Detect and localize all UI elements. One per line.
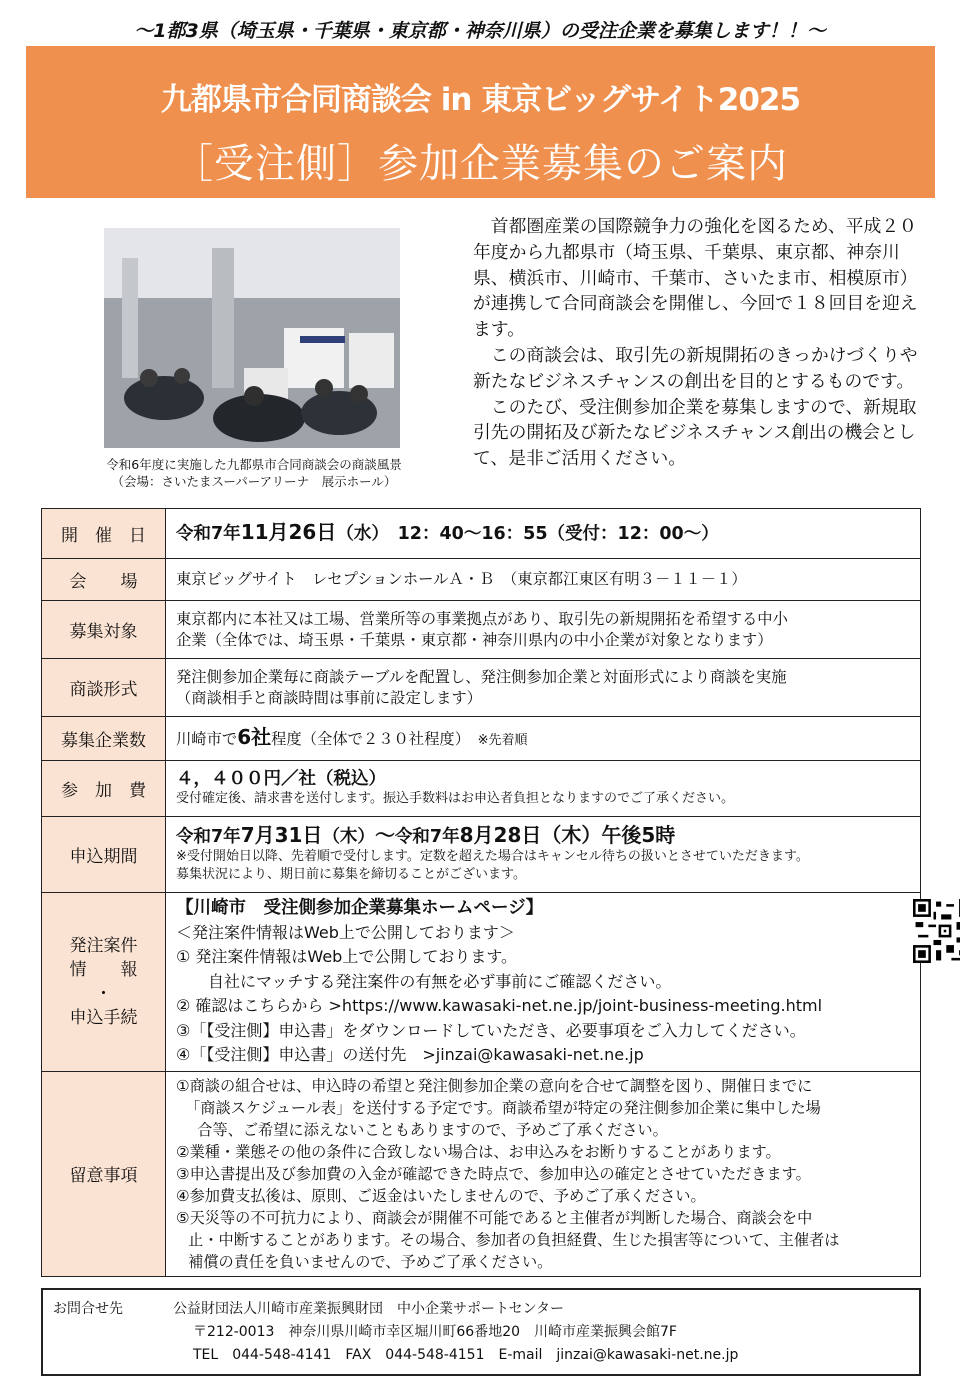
row-apply xyxy=(42,893,921,1072)
count-post: 程度（全体で２３０社程度） xyxy=(271,730,463,748)
intro-text xyxy=(473,214,918,472)
row-fee xyxy=(42,761,921,817)
venue-label: 会 場 xyxy=(42,559,166,601)
row-date xyxy=(42,509,921,559)
apply-label-line: ・ xyxy=(95,983,112,1004)
apply-value xyxy=(166,893,921,1072)
photo-caption-1: 令和6年度に実施した九都県市合同商談会の商談風景 xyxy=(106,457,402,472)
count-pre: 川崎市で xyxy=(176,730,238,748)
period-value xyxy=(166,817,921,893)
fee-label: 参 加 費 xyxy=(42,761,166,817)
row-venue xyxy=(42,559,921,601)
target-line: 企業（全体では、埼玉県・千葉県・東京都・神奈川県内の中小企業が対象となります） xyxy=(176,630,773,649)
format-line: （商談相手と商談時間は事前に設定します） xyxy=(176,688,482,707)
apply-step: ③「【受注側】申込書」をダウンロードしていただき、必要事項をご入力してください。 xyxy=(176,1020,806,1040)
target-line: 東京都内に本社又は工場、営業所等の事業拠点があり、取引先の新規開拓を希望する中小 xyxy=(176,609,788,628)
contact-phone-email: TEL 044-548-4141 FAX 044-548-4151 E-mail jinzai@kawasaki-net.ne.jp xyxy=(193,1347,739,1363)
period-note: 募集状況により、期日前に募集を締切ることがございます。 xyxy=(176,867,526,882)
fee-note: 受付確定後、請求書を送付します。振込手数料はお申込者負担となりますのでご了承ください。 xyxy=(176,791,734,806)
date-time: （水） 12：40～16：55（受付：12：00～） xyxy=(336,524,719,544)
note-item: 「商談スケジュール表」を送付する予定です。商談希望が特定の発注側参加企業に集中した場 xyxy=(185,1098,821,1117)
format-value xyxy=(166,659,921,717)
note-item: 止・中断することがあります。その場合、参加者の負担経費、生じた損害等について、主催者は xyxy=(188,1230,840,1249)
row-notes xyxy=(42,1071,921,1276)
note-item: 補償の責任を負いませんので、予めご了承ください。 xyxy=(188,1252,553,1271)
info-table xyxy=(41,508,921,1277)
venue-value: 東京ビッグサイト レセプションホールＡ・Ｂ （東京都江東区有明３－１１－１） xyxy=(166,559,921,601)
meeting-hall-illustration xyxy=(104,228,400,448)
count-number: 6社 xyxy=(237,725,272,749)
note-item: ②業種・業態その他の条件に合致しない場合は、お申込みをお断りすることがあります。 xyxy=(176,1142,781,1161)
count-label: 募集企業数 xyxy=(42,717,166,761)
intro-paragraph: この商談会は、取引先の新規開拓のきっかけづくりや新たなビジネスチャンスの創出を目的とするものです。 xyxy=(473,344,918,392)
contact-box xyxy=(41,1288,921,1376)
apply-email[interactable]: ④「【受注側】申込書」の送付先 >jinzai@kawasaki-net.ne.jp xyxy=(176,1045,644,1064)
top-tagline: ～1都3県（埼玉県・千葉県・東京都・神奈川県）の受注企業を募集します！！～ xyxy=(134,20,826,42)
notes-label: 留意事項 xyxy=(42,1071,166,1276)
event-photo xyxy=(104,228,400,448)
note-item: ⑤天災等の不可抗力により、商談会が開催不可能であると主催者が判断した場合、商談会を中 xyxy=(176,1208,813,1227)
intro-paragraph: 首都圏産業の国際競争力の強化を図るため、平成２０年度から九都県市（埼玉県、千葉県、東京都、神奈川県、横浜市、川崎市、千葉市、さいたま市、相模原市）が連携して合同商談会を開催し、今回で１８回目を迎えます。 xyxy=(473,216,918,341)
format-line: 発注側参加企業毎に商談テーブルを配置し、発注側参加企業と対面形式により商談を実施 xyxy=(176,667,787,686)
row-period xyxy=(42,817,921,893)
date-day: 11月26日 xyxy=(240,520,337,544)
period-start-day: （木） xyxy=(322,827,375,847)
date-label: 開 催 日 xyxy=(42,509,166,559)
note-item: ④参加費支払後は、原則、ご返金はいたしませんので、予めご了承ください。 xyxy=(176,1186,706,1205)
row-count xyxy=(42,717,921,761)
target-value xyxy=(166,601,921,659)
format-label: 商談形式 xyxy=(42,659,166,717)
apply-step: ① 発注案件情報はWeb上で公開しております。 xyxy=(176,947,518,966)
fee-value xyxy=(166,761,921,817)
period-start-date: 7月31日 xyxy=(240,823,323,847)
apply-heading: 【川崎市 受注側参加企業募集ホームページ】 xyxy=(176,898,544,918)
period-end-date: 8月28日 xyxy=(459,823,542,847)
photo-caption-2: （会場：さいたまスーパーアリーナ 展示ホール） xyxy=(111,474,397,489)
fee-amount: ４，４００円／社（税込） xyxy=(176,769,386,789)
period-start-era: 令和7年 xyxy=(176,827,241,847)
apply-label-line: 申込手続 xyxy=(69,1007,138,1028)
period-end-era: 令和7年 xyxy=(394,827,460,847)
contact-label: お問合せ先 xyxy=(53,1301,123,1317)
count-note: ※先着順 xyxy=(477,733,528,748)
note-item: ①商談の組合せは、申込時の希望と発注側参加企業の意向を合せて調整を図り、開催日までに xyxy=(176,1076,813,1095)
row-format xyxy=(42,659,921,717)
qr-code-icon[interactable] xyxy=(913,899,960,963)
target-label: 募集対象 xyxy=(42,601,166,659)
apply-subheading: ＜発注案件情報はWeb上で公開しております＞ xyxy=(176,922,515,942)
apply-step-detail: 自社にマッチする発注案件の有無を必ず事前にご確認ください。 xyxy=(208,971,672,991)
date-era: 令和7年 xyxy=(176,524,241,544)
event-title: 九都県市合同商談会 in 東京ビッグサイト2025 xyxy=(160,82,801,118)
apply-label-line: 発注案件 xyxy=(69,935,138,956)
period-end-time: （木）午後5時 xyxy=(541,823,676,847)
date-value xyxy=(166,509,921,559)
apply-label-line: 情 報 xyxy=(69,959,138,980)
contact-address: 〒212-0013 神奈川県川崎市幸区堀川町66番地20 川崎市産業振興会館7F xyxy=(193,1324,677,1340)
contact-org: 公益財団法人川崎市産業振興財団 中小企業サポートセンター xyxy=(173,1301,565,1317)
count-value xyxy=(166,717,921,761)
title-banner xyxy=(26,46,935,198)
period-separator: ～ xyxy=(374,823,395,847)
period-label: 申込期間 xyxy=(42,817,166,893)
apply-label xyxy=(42,893,166,1072)
row-target xyxy=(42,601,921,659)
note-item: ③申込書提出及び参加費の入金が確認できた時点で、参加申込の確定とさせていただきます。 xyxy=(176,1164,811,1183)
apply-link[interactable]: ② 確認はこちらから >https://www.kawasaki-net.ne.jp/joint-business-meeting.html xyxy=(176,996,823,1015)
intro-paragraph: このたび、受注側参加企業を募集しますので、新規取引先の開拓及び新たなビジネスチャンス創出の機会として、是非ご活用ください。 xyxy=(473,396,917,470)
note-item: 合等、ご希望に添えないこともありますので、予めご了承ください。 xyxy=(197,1120,668,1139)
event-subtitle: ［受注側］参加企業募集のご案内 xyxy=(173,141,788,187)
notes-value xyxy=(166,1071,921,1276)
period-note: ※受付開始日以降、先着順で受付します。定数を超えた場合はキャンセル待ちの扱いとさせていただきます。 xyxy=(176,849,809,864)
